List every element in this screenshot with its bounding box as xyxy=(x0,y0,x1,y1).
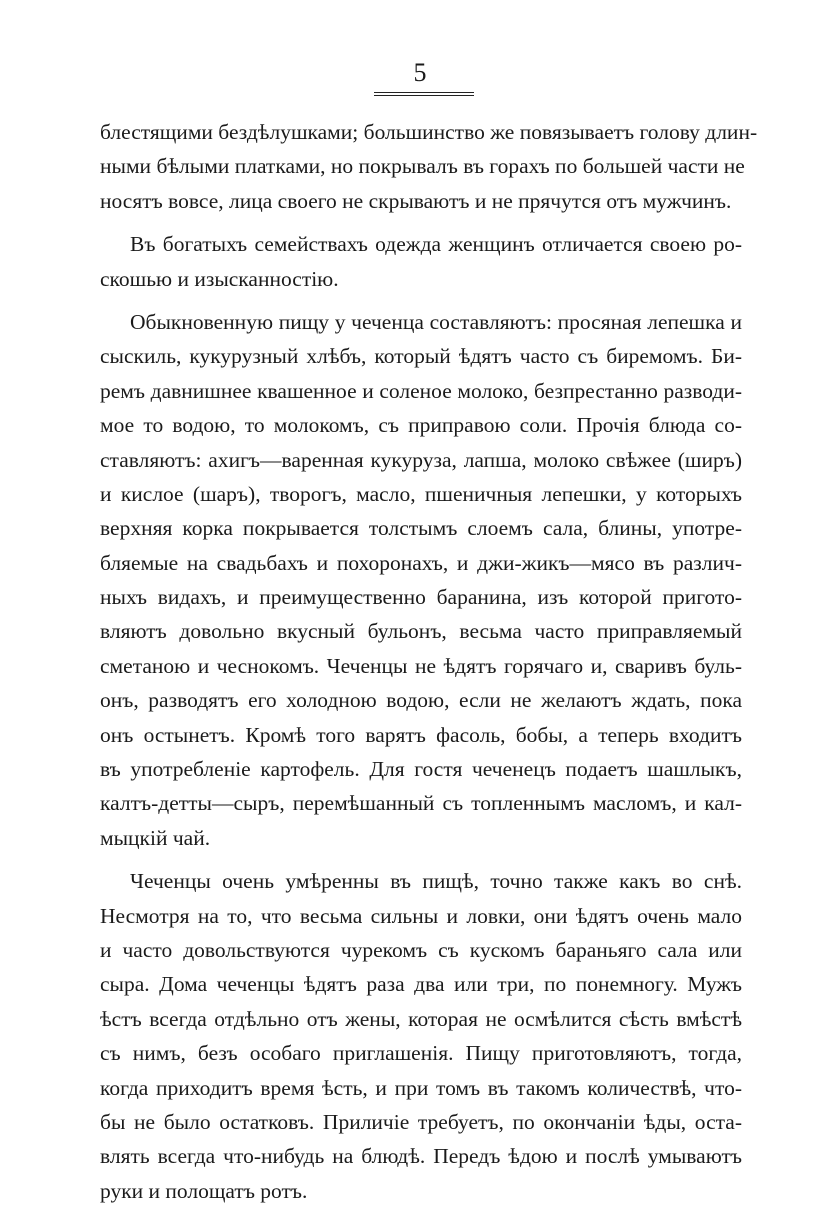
text-line: верхняя корка покрывается толстымъ слоемъ сала, блины, употре- xyxy=(100,516,742,541)
text-line: съ нимъ, безъ особаго приглашенія. Пищу приготовляютъ, тогда, xyxy=(100,1041,742,1066)
text-line: носятъ вовсе, лица своего не скрываютъ и не прячутся отъ мужчинъ. xyxy=(100,188,732,213)
text-line: вляютъ довольно вкусный бульонъ, весьма часто приправляемый xyxy=(100,619,742,644)
text-line: Чеченцы очень умѣренны въ пищѣ, точно также какъ во снѣ. xyxy=(130,869,742,894)
text-line: сметаною и чеснокомъ. Чеченцы не ѣдятъ горячаго и, сваривъ буль- xyxy=(100,653,742,678)
paragraph xyxy=(100,227,742,296)
text-line: мое то водою, то молокомъ, съ приправою соли. Прочія блюда со- xyxy=(100,413,742,438)
text-line: ремъ давнишнее квашенное и соленое молоко, безпрестанно разводи- xyxy=(100,378,742,403)
text-line: влять всегда что-нибудь на блюдѣ. Передъ ѣдою и послѣ умываютъ xyxy=(100,1144,742,1169)
text-line: скошью и изысканностію. xyxy=(100,266,339,291)
text-line: ставляютъ: ахигъ—варенная кукуруза, лапша, молоко свѣжее (ширъ) xyxy=(100,447,742,472)
text-line: Несмотря на то, что весьма сильны и ловки, они ѣдятъ очень мало xyxy=(100,903,742,928)
text-line: въ употребленіе картофель. Для гостя чеченецъ подаетъ шашлыкъ, xyxy=(100,757,742,782)
text-line: ныхъ видахъ, и преимущественно баранина, изъ которой пригото- xyxy=(100,585,742,610)
text-line: мыцкій чай. xyxy=(100,825,211,850)
text-line: бляемые на свадьбахъ и похоронахъ, и джи-жикъ—мясо въ различ- xyxy=(100,550,742,575)
text-line: и кислое (шаръ), творогъ, масло, пшеничныя лепешки, у которыхъ xyxy=(100,481,742,506)
page-number: 5 xyxy=(413,58,427,87)
paragraph-gap xyxy=(100,855,742,864)
paragraph xyxy=(100,864,742,1208)
text-line: бы не было остатковъ. Приличіе требуетъ, по окончаніи ѣды, оста- xyxy=(100,1109,742,1134)
text-line: ѣстъ всегда отдѣльно отъ жены, которая не осмѣлится сѣсть вмѣстѣ xyxy=(100,1006,742,1031)
header-rule xyxy=(374,92,474,93)
text-line: блестящими бездѣлушками; большинство же повязываетъ голову длин- xyxy=(100,120,758,144)
paragraph xyxy=(100,115,758,218)
text-line: ными бѣлыми платками, но покрывалъ въ горахъ по большей части не xyxy=(100,154,745,179)
body-text xyxy=(100,115,758,1208)
text-line: онъ остынетъ. Кромѣ того варятъ фасоль, бобы, а теперь входитъ xyxy=(100,722,742,747)
text-line: сыра. Дома чеченцы ѣдятъ раза два или три, по понемногу. Мужъ xyxy=(100,972,742,997)
text-line: онъ, разводятъ его холодною водою, если не желаютъ ждать, пока xyxy=(100,688,742,713)
paragraph-gap xyxy=(100,218,742,227)
text-line: калтъ-детты—сыръ, перемѣшанный съ топленнымъ масломъ, и кал- xyxy=(100,791,742,816)
paragraph xyxy=(100,305,742,855)
paragraph-gap xyxy=(100,296,742,305)
text-line: руки и полощатъ ротъ. xyxy=(100,1178,308,1203)
text-line: когда приходитъ время ѣсть, и при томъ въ такомъ количествѣ, что- xyxy=(100,1075,742,1100)
text-line: Въ богатыхъ семействахъ одежда женщинъ отличается своею ро- xyxy=(130,232,742,257)
text-line: сыскиль, кукурузный хлѣбъ, который ѣдятъ часто съ биремомъ. Би- xyxy=(100,344,742,369)
text-line: и часто довольствуются чурекомъ съ кускомъ бараньяго сала или xyxy=(100,937,742,962)
text-line: Обыкновенную пищу у чеченца составляютъ: просяная лепешка и xyxy=(130,309,742,334)
